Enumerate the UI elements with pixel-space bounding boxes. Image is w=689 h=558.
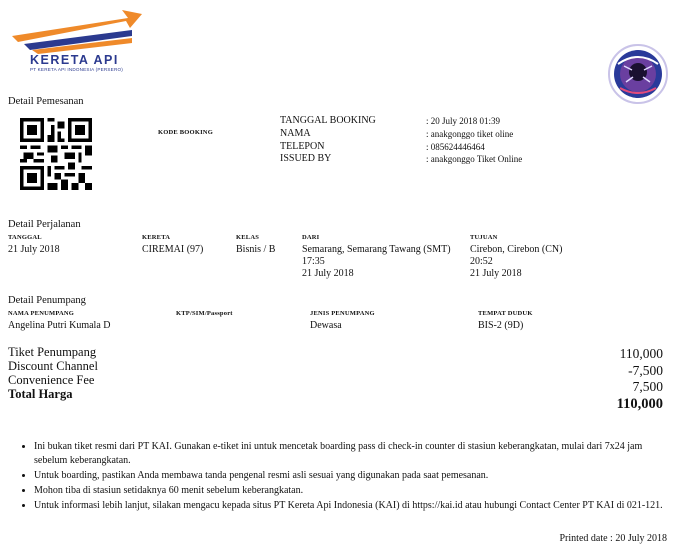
booking-value-nama: : anakgonggo tiket oline bbox=[426, 128, 514, 139]
journey-section-title: Detail Perjalanan bbox=[8, 219, 81, 230]
passenger-tempat-value: BIS-2 (9D) bbox=[478, 320, 524, 331]
passenger-section-title: Detail Penumpang bbox=[8, 295, 86, 306]
journey-tanggal-label: TANGGAL bbox=[8, 234, 42, 241]
printed-date: Printed date : 20 July 2018 bbox=[559, 533, 667, 544]
journey-dari-time: 17:35 bbox=[302, 256, 325, 268]
journey-kereta-value: CIREMAI (97) bbox=[142, 244, 204, 255]
booking-labels bbox=[280, 115, 376, 166]
fare-value-discount: -7,500 bbox=[628, 362, 663, 378]
booking-label-tanggal: TANGGAL BOOKING bbox=[280, 115, 376, 126]
passenger-tempat-label: TEMPAT DUDUK bbox=[478, 310, 533, 317]
journey-kelas-value: Bisnis / B bbox=[236, 244, 276, 255]
note-item: • Mohon tiba di stasiun setidaknya 60 menit sebelum keberangkatan. bbox=[34, 484, 672, 498]
note-item: • Untuk informasi lebih lanjut, silakan mengacu kepada situs PT Kereta Api Indonesia (KAI) di https://kai.id atau hubungi Contact Center PT KAI di 021-121. bbox=[34, 499, 672, 513]
booking-values bbox=[426, 115, 522, 166]
journey-tujuan-date: 21 July 2018 bbox=[470, 268, 522, 280]
kode-booking-label: KODE BOOKING bbox=[158, 129, 213, 136]
passenger-jenis-value: Dewasa bbox=[310, 320, 342, 331]
qr-code-icon bbox=[20, 118, 92, 190]
booking-label-telepon: TELEPON bbox=[280, 140, 325, 152]
note-item: • Ini bukan tiket resmi dari PT KAI. Gunakan e-tiket ini untuk mencetak boarding pass di check-in counter di stasiun keberangkatan, mulai dari 7x24 jam sebelum keberangkatan. bbox=[34, 440, 672, 468]
passenger-ktp-label: KTP/SIM/Passport bbox=[176, 310, 233, 317]
journey-kereta-label: KERETA bbox=[142, 234, 171, 241]
fare-value-convenience: 7,500 bbox=[632, 379, 663, 394]
brand-name: KERETA API bbox=[30, 53, 119, 67]
journey-dari-date: 21 July 2018 bbox=[302, 268, 354, 280]
booking-label-nama: NAMA bbox=[280, 127, 311, 139]
fare-values bbox=[617, 346, 663, 412]
journey-tujuan-station: Cirebon, Cirebon (CN) bbox=[470, 244, 563, 255]
passenger-jenis-label: JENIS PENUMPANG bbox=[310, 310, 375, 317]
note-item: • Untuk boarding, pastikan Anda membawa tanda pengenal resmi asli sesuai yang digunakan pada saat pemesanan. bbox=[34, 469, 672, 483]
fare-label-total: Total Harga bbox=[8, 387, 73, 401]
seal-badge-icon bbox=[608, 44, 668, 104]
journey-tujuan-label: TUJUAN bbox=[470, 234, 498, 241]
journey-tanggal-value: 21 July 2018 bbox=[8, 244, 60, 255]
fare-label-convenience: Convenience Fee bbox=[8, 373, 95, 387]
booking-value-tanggal: : 20 July 2018 01:39 bbox=[426, 116, 501, 126]
journey-dari-label: DARI bbox=[302, 234, 320, 241]
booking-value-telepon: : 085624446464 bbox=[426, 141, 485, 152]
booking-value-issued: : anakgonggo Tiket Online bbox=[426, 154, 523, 165]
fare-value-total: 110,000 bbox=[616, 395, 663, 412]
brand-subtitle: PT KERETA API INDONESIA (PERSERO) bbox=[30, 67, 123, 72]
fare-label-tiket: Tiket Penumpang bbox=[8, 345, 97, 359]
journey-dari-block bbox=[302, 244, 451, 281]
passenger-nama-label: NAMA PENUMPANG bbox=[8, 310, 75, 317]
booking-label-issued: ISSUED BY bbox=[280, 153, 332, 165]
fare-value-tiket: 110,000 bbox=[619, 346, 663, 361]
booking-section-title: Detail Pemesanan bbox=[8, 96, 84, 107]
fare-labels bbox=[8, 345, 98, 401]
fare-label-discount: Discount Channel bbox=[8, 359, 98, 373]
passenger-nama-value: Angelina Putri Kumala D bbox=[8, 320, 111, 331]
journey-tujuan-block bbox=[470, 244, 563, 281]
notes-list bbox=[12, 440, 672, 514]
journey-dari-station: Semarang, Semarang Tawang (SMT) bbox=[302, 244, 451, 255]
journey-tujuan-time: 20:52 bbox=[470, 256, 493, 268]
journey-kelas-label: KELAS bbox=[236, 234, 260, 241]
